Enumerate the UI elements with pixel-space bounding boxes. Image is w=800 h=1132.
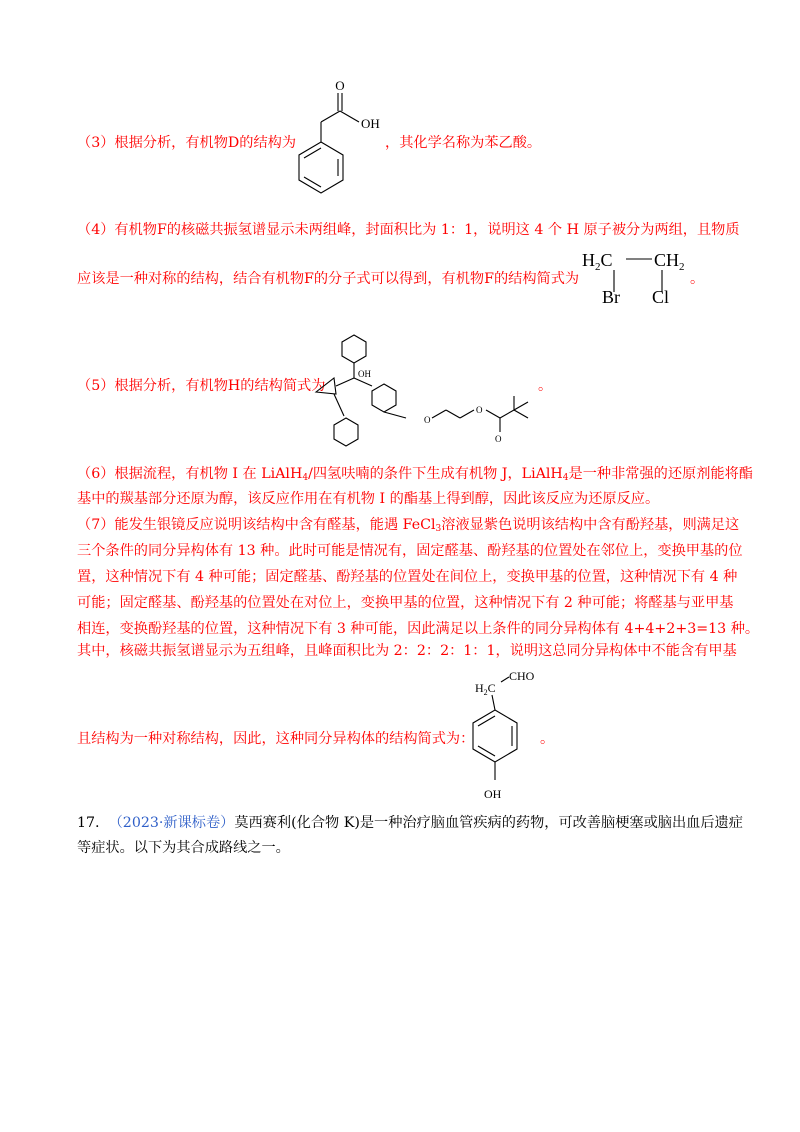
p3-text-after: ，其化学名称为苯乙酸。: [385, 135, 542, 151]
question-17-text: 莫西赛利(化合物 K)是一种治疗脑血管疾病的药物，可改善脑梗塞或脑出血后遗症: [234, 815, 743, 831]
mol-label-o3: O: [495, 434, 502, 444]
paragraph-7-line-7: [77, 730, 474, 748]
p7-sub3: 3: [435, 524, 442, 534]
paragraph-7-line-6: [77, 642, 737, 660]
question-17-text-2: 等症状。以下为其合成路线之一。: [77, 840, 290, 856]
mol-label-cl: Cl: [652, 287, 670, 307]
paragraph-4-line-2: [77, 270, 579, 288]
p7-line6: 其中，核磁共振氢谱显示为五组峰，且峰面积比为 2：2：2：1：1，说明这总同分异构体中不能含有甲基: [77, 643, 737, 659]
p7-line1a: （7）能发生银镜反应说明该结构中含有醛基，能遇 FeCl: [77, 517, 436, 533]
mol-label-br: Br: [602, 287, 620, 307]
question-source: （2023·新课标卷）: [108, 815, 235, 831]
mol-label-h2c: $H_2C$: [475, 681, 496, 697]
p6-sub4a: 4: [302, 473, 309, 483]
p4-end: 。: [690, 271, 705, 287]
p5-text-before: （5）根据分析，有机物H的结构简式为: [77, 378, 326, 394]
mol-label-oh: OH: [358, 369, 371, 379]
dibromochloro-ethane-structure: [582, 246, 705, 308]
p7-line5: 相连，变换酚羟基的位置，这种情况下有 3 种可能，因此满足以上条件的同分异构体有 4+4+2+3=13 种。: [77, 621, 760, 637]
mol-label-oh: OH: [361, 116, 380, 131]
mol-label-cho: CHO: [509, 669, 535, 683]
p6-line1c: 是一种非常强的还原剂能将酯: [568, 466, 753, 482]
paragraph-6-line-1: [77, 465, 753, 487]
mol-label-oh: OH: [484, 787, 502, 801]
p6-line2: 基中的羰基部分还原为醇，该反应作用在有机物 I 的酯基上得到醇，因此该反应为还原反应。: [77, 491, 660, 507]
question-17-line-2: [77, 839, 290, 857]
mol-label-o1: O: [424, 415, 431, 425]
p4-line1: （4）有机物F的核磁共振氢谱显示未两组峰，封面积比为 1：1，说明这 4 个 H 原子被分为两组，且物质: [77, 222, 740, 238]
paragraph-5-end: [538, 377, 552, 395]
paragraph-4-end: [690, 270, 704, 288]
p7-line2: 三个条件的同分异构体有 13 种。此时可能是情况有，固定醛基、酚羟基的位置处在邻位上，变换甲基的位: [77, 543, 743, 559]
phenylacetic-acid-structure: [285, 75, 385, 200]
paragraph-7-line-5: [77, 620, 759, 638]
p7-line1b: 溶液显紫色说明该结构中含有酚羟基，则满足这: [441, 517, 740, 533]
question-17-line-1: [77, 814, 743, 832]
p4-line2: 应该是一种对称的结构，结合有机物F的分子式可以得到，有机物F的结构简式为: [77, 271, 580, 287]
paragraph-7-line-4: [77, 594, 734, 612]
paragraph-6-line-2: [77, 490, 659, 508]
p6-line1b: /四氢呋喃的条件下生成有机物 J，LiAlH: [308, 466, 563, 482]
p7-line3: 置，这种情况下有 4 种可能；固定醛基、酚羟基的位置处在间位上，变换甲基的位置，这种情况下有 4 种: [77, 569, 738, 585]
mol-label-o: O: [335, 78, 345, 93]
p6-line1a: （6）根据流程，有机物 I 在 LiAlH: [77, 466, 303, 482]
paragraph-3: [77, 134, 296, 152]
p5-end: 。: [538, 378, 553, 394]
paragraph-7-line-1: [77, 516, 739, 538]
p7-line4: 可能；固定醛基、酚羟基的位置处在对位上，变换甲基的位置，这种情况下有 2 种可能；将醛基与亚甲基: [77, 595, 734, 611]
paragraph-7-line-2: [77, 542, 743, 560]
p6-sub4b: 4: [562, 473, 569, 483]
mol-label-ch2: $CH_2$: [654, 250, 685, 273]
paragraph-5: [77, 377, 325, 395]
paragraph-7-end: [540, 730, 554, 748]
paragraph-3-end: [385, 134, 541, 152]
paragraph-7-line-3: [77, 568, 737, 586]
p7-end: 。: [540, 731, 555, 747]
p3-text-before: （3）根据分析，有机物D的结构为: [77, 135, 297, 151]
compound-h-structure: [306, 330, 546, 455]
paragraph-4-line-1: [77, 221, 740, 239]
mol-label-h2c: $H_2C$: [582, 250, 613, 273]
mol-label-o2: O: [476, 405, 483, 415]
question-number: 17.: [77, 815, 100, 831]
p7-line7: 且结构为一种对称结构，因此，这种同分异构体的结构简式为：: [77, 731, 475, 747]
